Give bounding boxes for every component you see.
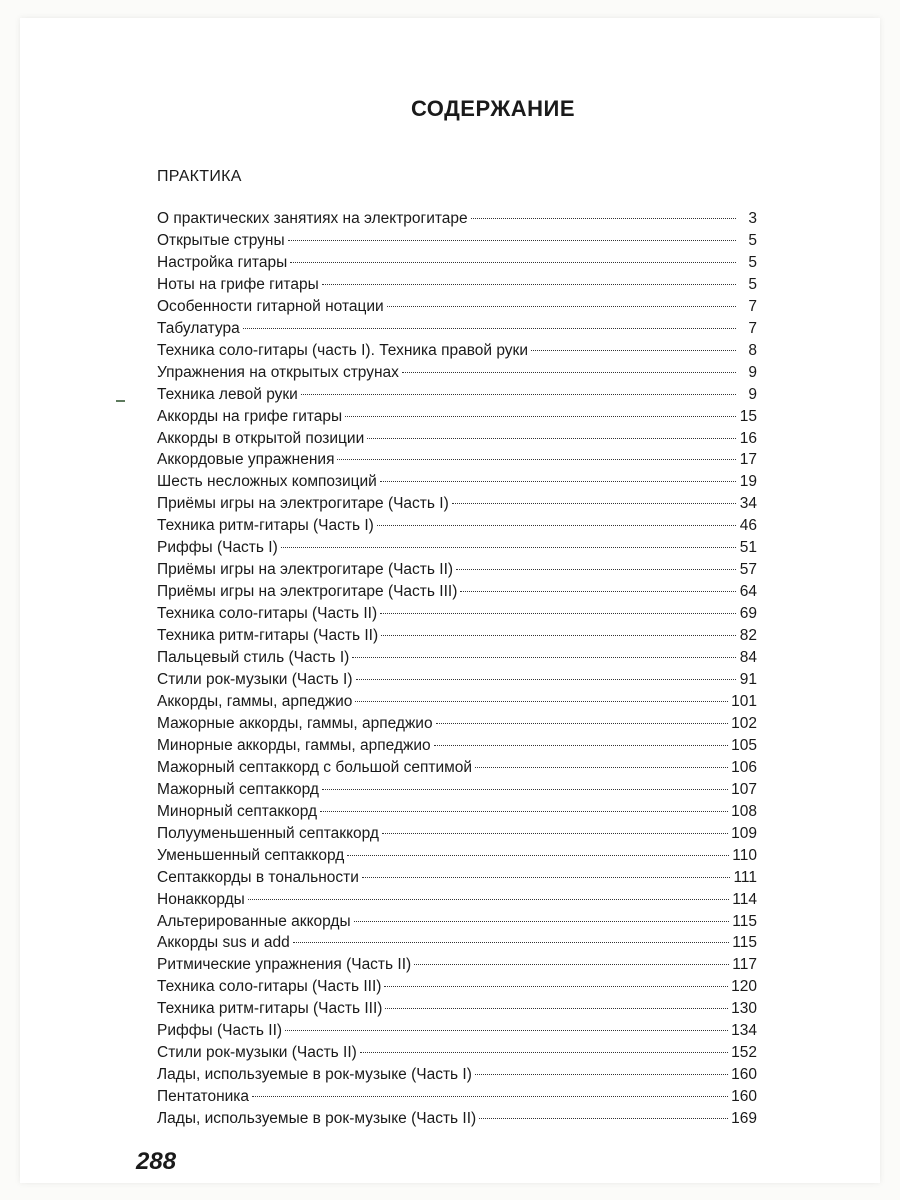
toc-entry-page: 160 [731, 1088, 757, 1106]
toc-entry-page: 51 [739, 539, 757, 557]
toc-entry-title: Риффы (Часть II) [157, 1022, 283, 1040]
dot-leader [380, 481, 736, 482]
toc-entry [157, 976, 757, 998]
dot-leader [356, 679, 736, 680]
toc-entry [157, 274, 757, 296]
toc-entry [157, 537, 757, 559]
dot-leader [281, 547, 736, 548]
toc-entry-title: Открытые струны [157, 231, 285, 249]
toc-entry [157, 1020, 757, 1042]
toc-entry [157, 428, 757, 450]
toc-entry-page: 107 [731, 780, 757, 798]
dot-leader [377, 525, 736, 526]
dot-leader [301, 394, 736, 395]
toc-entry-page: 114 [732, 890, 757, 908]
page-number: 288 [136, 1148, 177, 1175]
toc-entry-title: Мажорный септаккорд [157, 780, 319, 798]
toc-entry-page: 110 [732, 846, 757, 864]
dot-leader [434, 745, 728, 746]
toc-entry-title: Ритмические упражнения (Часть II) [157, 956, 412, 974]
toc-entry-title: Техника соло-гитары (Часть II) [157, 605, 378, 623]
table-of-contents [157, 208, 757, 1130]
toc-entry-title: Аккорды на грифе гитары [157, 407, 343, 425]
dot-leader [362, 877, 730, 878]
toc-entry-page: 5 [748, 275, 757, 293]
toc-entry [157, 1064, 757, 1086]
toc-entry-page: 69 [739, 605, 757, 623]
dot-leader [436, 723, 729, 724]
toc-entry [157, 1108, 757, 1130]
dot-leader [243, 328, 736, 329]
toc-entry-page: 17 [739, 451, 757, 469]
toc-entry-title: Аккорды в открытой позиции [157, 429, 365, 447]
dot-leader [471, 218, 736, 219]
dot-leader [382, 833, 728, 834]
toc-entry-page: 16 [739, 429, 757, 447]
toc-entry [157, 691, 757, 713]
toc-entry-title: Шесть несложных композиций [157, 473, 377, 491]
toc-entry-title: Особенности гитарной нотации [157, 297, 384, 315]
margin-mark [116, 400, 125, 402]
page-title: СОДЕРЖАНИЕ [410, 96, 576, 121]
toc-entry-title: Лады, используемые в рок-музыке (Часть I) [157, 1066, 472, 1084]
toc-entry-page: 109 [731, 824, 757, 842]
toc-entry-title: Приёмы игры на электрогитаре (Часть II) [157, 561, 454, 579]
toc-entry-page: 102 [731, 714, 757, 732]
toc-entry-title: Техника левой руки [157, 385, 298, 403]
toc-entry [157, 362, 757, 384]
toc-entry-title: Пентатоника [157, 1088, 250, 1106]
toc-entry-title: Пальцевый стиль (Часть I) [157, 649, 350, 667]
toc-entry-title: Техника ритм-гитары (Часть I) [157, 517, 374, 535]
toc-entry-page: 8 [748, 341, 757, 359]
dot-leader [384, 986, 728, 987]
toc-entry [157, 735, 757, 757]
toc-entry-title: Уменьшенный септаккорд [157, 846, 345, 864]
toc-entry [157, 296, 757, 318]
toc-entry [157, 1042, 757, 1064]
toc-entry-title: Мажорные аккорды, гаммы, арпеджио [157, 714, 433, 732]
dot-leader [460, 591, 736, 592]
toc-entry-page: 5 [748, 231, 757, 249]
toc-entry [157, 252, 757, 274]
toc-entry-title: О практических занятиях на электрогитаре [157, 210, 468, 227]
dot-leader [456, 569, 736, 570]
toc-entry-title: Приёмы игры на электрогитаре (Часть I) [157, 495, 449, 513]
toc-entry-page: 115 [732, 934, 757, 952]
toc-entry [157, 318, 757, 340]
toc-entry-page: 82 [739, 627, 757, 645]
toc-entry-title: Стили рок-музыки (Часть I) [157, 671, 353, 689]
toc-entry-page: 160 [731, 1066, 757, 1084]
dot-leader [354, 921, 730, 922]
dot-leader [293, 942, 730, 943]
toc-entry-title: Полууменьшенный септаккорд [157, 824, 379, 842]
toc-entry [157, 713, 757, 735]
dot-leader [248, 899, 729, 900]
toc-entry-title: Техника ритм-гитары (Часть II) [157, 627, 379, 645]
toc-entry-title: Альтерированные аккорды [157, 912, 351, 930]
dot-leader [288, 240, 736, 241]
toc-entry-title: Лады, используемые в рок-музыке (Часть II) [157, 1110, 477, 1128]
toc-entry-page: 84 [739, 649, 757, 667]
toc-entry-page: 106 [731, 758, 757, 776]
dot-leader [352, 657, 736, 658]
toc-entry-page: 19 [739, 473, 757, 491]
toc-entry-title: Септаккорды в тональности [157, 868, 359, 886]
toc-entry [157, 911, 757, 933]
toc-entry [157, 493, 757, 515]
toc-entry-title: Упражнения на открытых струнах [157, 363, 399, 381]
dot-leader [367, 438, 736, 439]
toc-entry-title: Аккорды sus и add [157, 934, 290, 952]
toc-entry [157, 1086, 757, 1108]
toc-entry [157, 625, 757, 647]
toc-entry-page: 7 [748, 297, 757, 315]
dot-leader [414, 964, 729, 965]
toc-entry-page: 9 [748, 363, 757, 381]
toc-entry-page: 105 [731, 736, 757, 754]
toc-entry-title: Аккорды, гаммы, арпеджио [157, 692, 353, 710]
dot-leader [337, 459, 736, 460]
toc-entry [157, 340, 757, 362]
toc-entry-title: Настройка гитары [157, 253, 288, 271]
dot-leader [475, 767, 728, 768]
book-page [20, 18, 880, 1183]
toc-entry [157, 406, 757, 428]
toc-entry [157, 515, 757, 537]
dot-leader [475, 1074, 728, 1075]
toc-entry [157, 932, 757, 954]
toc-entry [157, 384, 757, 406]
toc-entry [157, 823, 757, 845]
toc-entry-page: 7 [748, 319, 757, 337]
toc-entry-page: 108 [731, 802, 757, 820]
toc-entry-page: 117 [732, 956, 757, 974]
toc-entry-title: Табулатура [157, 319, 240, 337]
toc-entry-page: 130 [731, 1000, 757, 1018]
dot-leader [385, 1008, 728, 1009]
toc-entry-title: Минорный септаккорд [157, 802, 318, 820]
toc-entry-page: 46 [739, 517, 757, 535]
toc-entry-page: 134 [731, 1022, 757, 1040]
toc-entry-title: Мажорный септаккорд с большой септимой [157, 758, 473, 776]
toc-entry [157, 230, 757, 252]
section-heading: ПРАКТИКА [157, 168, 242, 185]
dot-leader [381, 635, 736, 636]
toc-entry [157, 471, 757, 493]
dot-leader [360, 1052, 728, 1053]
toc-entry-page: 152 [731, 1044, 757, 1062]
dot-leader [380, 613, 736, 614]
toc-entry-title: Аккордовые упражнения [157, 451, 335, 469]
toc-entry [157, 889, 757, 911]
dot-leader [285, 1030, 728, 1031]
toc-entry [157, 867, 757, 889]
dot-leader [345, 416, 736, 417]
dot-leader [347, 855, 729, 856]
toc-entry-page: 64 [739, 583, 757, 601]
dot-leader [322, 789, 728, 790]
toc-entry-page: 111 [733, 868, 757, 886]
toc-entry [157, 954, 757, 976]
toc-entry-title: Минорные аккорды, гаммы, арпеджио [157, 736, 431, 754]
dot-leader [479, 1118, 728, 1119]
toc-entry-title: Техника ритм-гитары (Часть III) [157, 1000, 383, 1018]
toc-entry [157, 757, 757, 779]
toc-entry [157, 801, 757, 823]
toc-entry [157, 208, 757, 230]
toc-entry-title: Техника соло-гитары (Часть III) [157, 978, 382, 996]
toc-entry [157, 647, 757, 669]
dot-leader [322, 284, 736, 285]
toc-entry-title: Приёмы игры на электрогитаре (Часть III) [157, 583, 458, 601]
toc-entry [157, 998, 757, 1020]
dot-leader [452, 503, 736, 504]
toc-entry [157, 581, 757, 603]
toc-entry [157, 559, 757, 581]
dot-leader [252, 1096, 728, 1097]
toc-entry-page: 9 [748, 385, 757, 403]
toc-entry-page: 91 [739, 671, 757, 689]
dot-leader [290, 262, 736, 263]
toc-entry-page: 57 [739, 561, 757, 579]
toc-entry-page: 15 [739, 407, 757, 425]
toc-entry-page: 34 [739, 495, 757, 513]
toc-entry-page: 120 [731, 978, 757, 996]
dot-leader [355, 701, 728, 702]
toc-entry-page: 169 [731, 1110, 757, 1128]
toc-entry-title: Нонаккорды [157, 890, 245, 908]
toc-entry-title: Ноты на грифе гитары [157, 275, 319, 293]
toc-entry-title: Риффы (Часть I) [157, 539, 278, 557]
toc-entry [157, 449, 757, 471]
toc-entry-page: 101 [731, 692, 757, 710]
toc-entry-title: Стили рок-музыки (Часть II) [157, 1044, 357, 1062]
dot-leader [402, 372, 736, 373]
dot-leader [387, 306, 736, 307]
toc-entry [157, 669, 757, 691]
toc-entry-page: 115 [732, 912, 757, 930]
dot-leader [531, 350, 736, 351]
dot-leader [320, 811, 728, 812]
toc-entry-page: 3 [748, 210, 757, 227]
toc-entry [157, 845, 757, 867]
toc-entry-title: Техника соло-гитары (часть I). Техника правой руки [157, 341, 529, 359]
toc-entry [157, 603, 757, 625]
toc-entry-page: 5 [748, 253, 757, 271]
toc-entry [157, 779, 757, 801]
